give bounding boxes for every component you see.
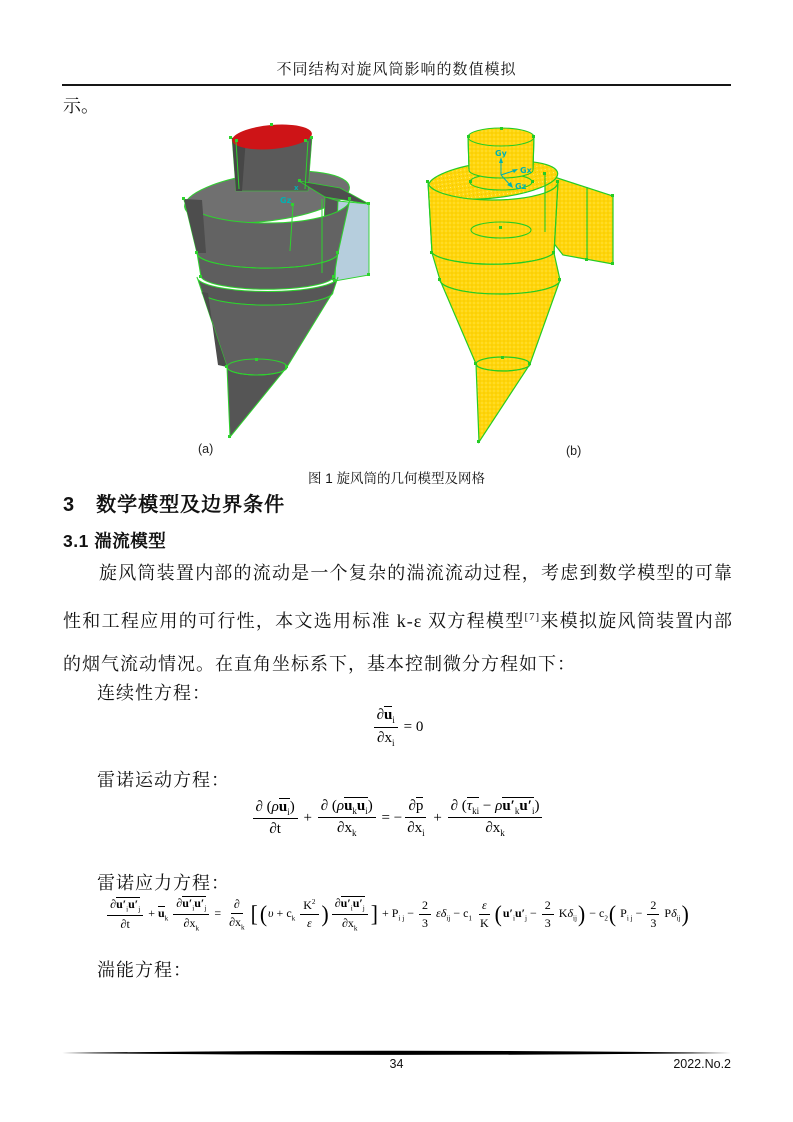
page-number: 34 bbox=[389, 1057, 404, 1071]
paragraph-text-1: 旋风筒装置内部的流动是一个复杂的湍流流动过程，考虑到数学模型的可靠性和工程应用的可行性，本文选用标准 k-ε 双方程模型 bbox=[63, 563, 733, 631]
issue-number: 2022.No.2 bbox=[673, 1057, 731, 1071]
axis-gx-label-b: Gx bbox=[520, 166, 532, 175]
axis-gy-label-b: Gy bbox=[495, 149, 507, 158]
body-paragraph bbox=[63, 552, 733, 687]
running-head: 不同结构对旋风筒影响的数值模拟 bbox=[276, 62, 517, 78]
cyclone-geometry-model-figure bbox=[172, 115, 372, 460]
header-rule bbox=[62, 84, 731, 86]
reynolds-motion-equation-label: 雷诺运动方程： bbox=[97, 770, 230, 790]
figure-label-a: (a) bbox=[198, 442, 214, 456]
section-heading: 3 数学模型及边界条件 bbox=[63, 494, 286, 516]
figure-caption: 图 1 旋风筒的几何模型及网格 bbox=[307, 471, 485, 486]
reynolds-motion-equation: $\frac{\partial (\rho u_i)}{\partial t}$ + $\frac{\partial (\rho u_ku_i)}{\partial x_k}$ = − $\frac{\partial p}{\partial x_i}$ + $\frac{\partial (\tau_{ki} - \rho u'_ku'_i)}{\partial x_k}$ bbox=[63, 797, 732, 840]
continuity-equation: $\frac{\partial u_i}{\partial x_i}$ = 0 bbox=[63, 706, 732, 750]
subsection-heading: 3.1 湍流模型 bbox=[63, 531, 167, 551]
turbulent-energy-equation-label: 湍能方程： bbox=[97, 960, 192, 980]
reynolds-stress-equation: $\frac{\partial u'_iu'_j}{\partial t}$ + $u_k$ $\frac{\partial u'_iu'_j}{\partial x_k}$ = $\frac{\partial}{\partial x_k}$ [($\upsilon + c_k$ $\frac{K^2}{\varepsilon}$ ) $\frac{\partial u'_iu'_j}{\partial x_k}$ ] + $P_{i j}$ − $\frac{2}{3}$ $\varepsilon\delta_{ij} - c_1$ $\frac{\varepsilon}{K}$ ($u'_iu'_j$ − $\frac{2}{3}$ $K\delta_{ij}) - c_2$( $P_{i j}$ − $\frac{2}{3}$ $P\delta_{ij}$) bbox=[63, 896, 732, 933]
paragraph-text-2: 来模拟旋风筒装置内部的烟气流动情况。在直角坐标系下，基本控制微分方程如下： bbox=[63, 610, 733, 674]
continuity-equation-label: 连续性方程： bbox=[97, 683, 211, 703]
footer-rule bbox=[62, 1050, 731, 1056]
figure-label-b: (b) bbox=[566, 444, 582, 458]
axis-gz-label-b: Gz bbox=[515, 182, 527, 191]
reynolds-stress-equation-label: 雷诺应力方程： bbox=[97, 873, 230, 893]
cyclone-mesh-model-figure bbox=[415, 112, 650, 457]
axis-x-label-a: x bbox=[294, 184, 299, 192]
axis-gz-label-a: Gz bbox=[280, 196, 292, 205]
citation-ref: [7] bbox=[524, 610, 541, 623]
intro-text: 示。 bbox=[63, 96, 99, 116]
